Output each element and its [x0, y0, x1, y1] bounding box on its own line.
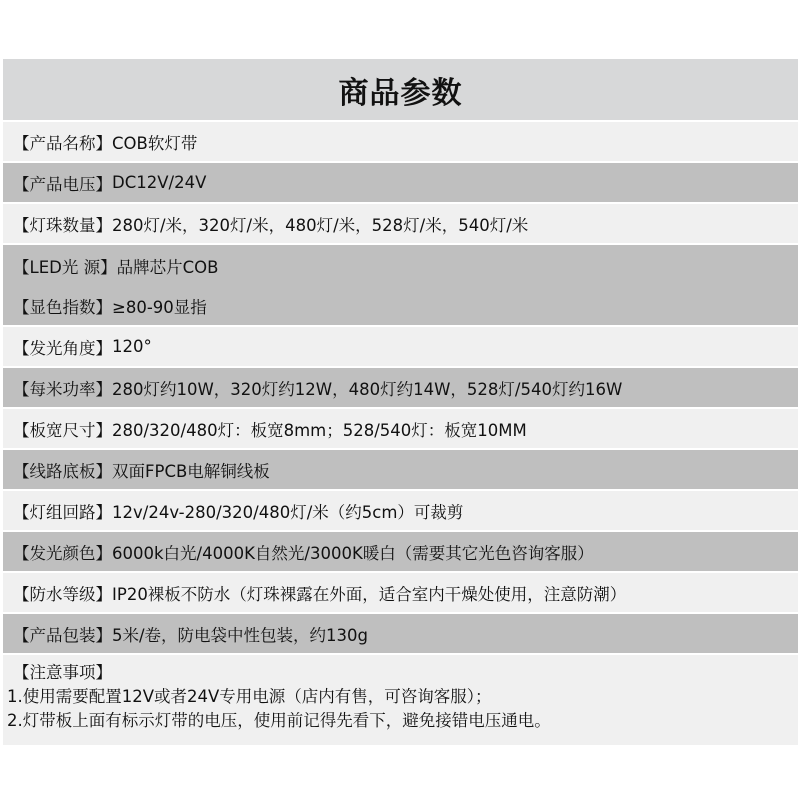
row-label: 【防水等级】 [13, 584, 112, 604]
table-row [3, 204, 798, 245]
row-value: COB软灯带 [112, 133, 198, 153]
note-line: 1.使用需要配置12V或者24V专用电源（店内有售，可咨询客服）； [7, 687, 492, 706]
row-label: 【产品包装】 [13, 625, 112, 645]
row-value: 12v/24v-280/320/480灯/米（约5cm）可裁剪 [112, 502, 464, 522]
row-label: 【LED光 源】 [13, 257, 117, 277]
row-label: 【灯珠数量】 [13, 215, 112, 235]
table-row [3, 245, 798, 286]
row-label: 【板宽尺寸】 [13, 420, 112, 440]
row-label: 【发光角度】 [13, 338, 112, 358]
row-value: ≥80-90显指 [112, 297, 207, 317]
row-label: 【每米功率】 [13, 379, 112, 399]
table-row [3, 614, 798, 655]
table-row [3, 532, 798, 573]
table-row [3, 327, 798, 368]
row-value: 6000k白光/4000K自然光/3000K暖白（需要其它光色咨询客服） [112, 543, 594, 563]
row-label: 【显色指数】 [13, 297, 112, 317]
table-row [3, 409, 798, 450]
table-row [3, 122, 798, 163]
row-label: 【线路底板】 [13, 461, 112, 481]
row-value: 280灯/米，320灯/米，480灯/米，528灯/米，540灯/米 [112, 215, 529, 235]
table-row [3, 368, 798, 409]
row-value: 品牌芯片COB [116, 257, 219, 277]
row-label: 【灯组回路】 [13, 502, 112, 522]
product-parameters-table [3, 59, 798, 745]
row-value: 280灯约10W，320灯约12W，480灯约14W，528灯/540灯约16W [112, 379, 623, 399]
row-value: DC12V/24V [112, 173, 207, 192]
row-label: 【发光颜色】 [13, 543, 112, 563]
row-value: 120° [112, 337, 152, 356]
table-row [3, 573, 798, 614]
row-value: 5米/卷，防电袋中性包装，约130g [112, 625, 369, 645]
table-row [3, 163, 798, 204]
table-row [3, 286, 798, 327]
row-value: 双面FPCB电解铜线板 [112, 461, 270, 481]
note-line: 2.灯带板上面有标示灯带的电压，使用前记得先看下，避免接错电压通电。 [7, 711, 551, 730]
table-row [3, 450, 798, 491]
table-title: 商品参数 [3, 59, 798, 122]
row-label: 【产品名称】 [13, 133, 112, 153]
table-row [3, 491, 798, 532]
row-value: 280/320/480灯：板宽8mm；528/540灯：板宽10MM [112, 420, 527, 440]
row-label: 【产品电压】 [13, 174, 112, 194]
notes-section [3, 655, 798, 745]
row-value: IP20裸板不防水（灯珠裸露在外面，适合室内干燥处使用，注意防潮） [112, 584, 627, 604]
notes-heading: 【注意事项】 [13, 663, 112, 682]
